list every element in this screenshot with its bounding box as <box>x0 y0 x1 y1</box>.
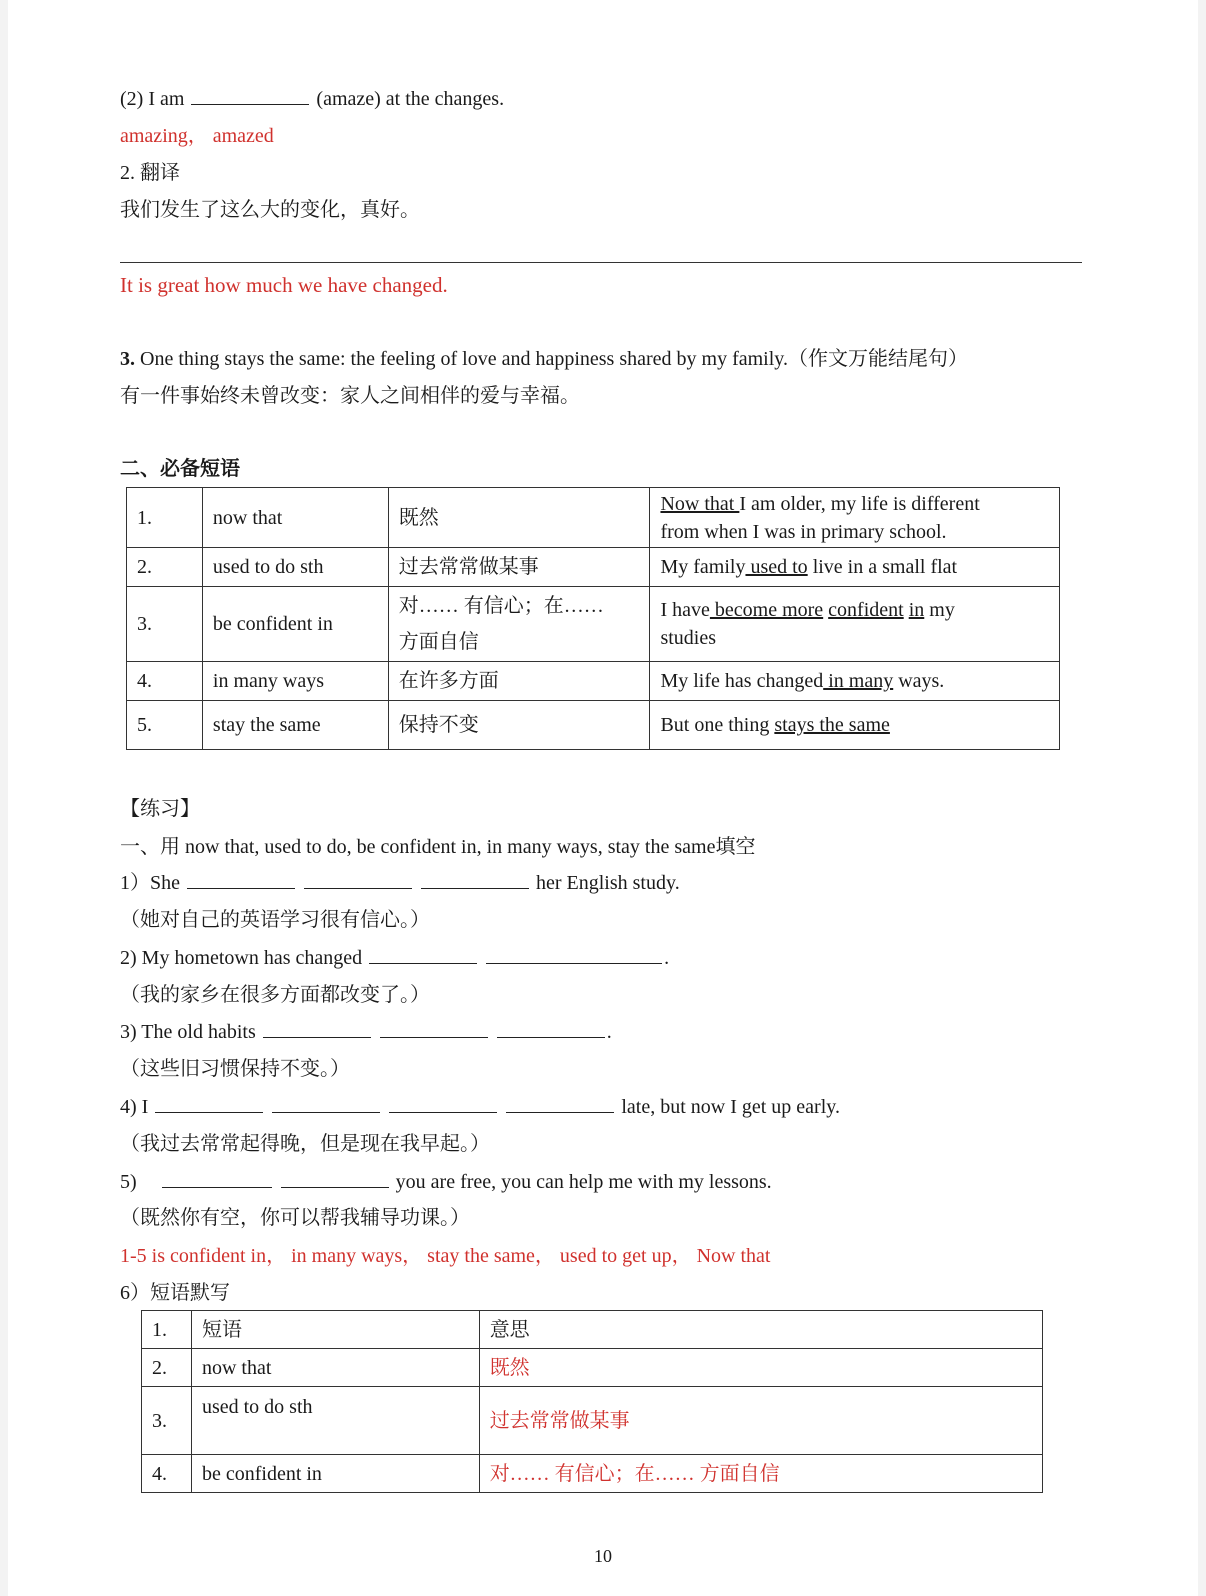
answer-blank <box>191 86 309 105</box>
example: Now that I am older, my life is different from when I was in primary school. <box>650 488 1060 548</box>
example: I have become more confident in my studies <box>650 587 1060 662</box>
exercise-q5: 5) you are free, you can help me with my lessons. <box>120 1171 772 1193</box>
answer-blank <box>421 870 529 889</box>
answer-blank <box>272 1094 380 1113</box>
answer-blank <box>281 1169 389 1188</box>
table-row <box>142 1387 1043 1455</box>
row-number: 5. <box>127 701 203 750</box>
phrase: 短语 <box>191 1311 479 1349</box>
answer-blank <box>263 1019 371 1038</box>
meaning-answer: 对…… 有信心；在…… 方面自信 <box>479 1455 1042 1493</box>
answer-blank <box>304 870 412 889</box>
item-3-number: 3. <box>120 348 135 370</box>
exercise-heading: 【练习】 <box>120 798 200 820</box>
question-2 <box>120 86 504 112</box>
translate-answer: It is great how much we have changed. <box>120 273 448 297</box>
table-row <box>127 548 1060 587</box>
example: My life has changed in many ways. <box>650 662 1060 701</box>
row-number: 3. <box>142 1387 192 1455</box>
row-number: 4. <box>142 1455 192 1493</box>
phrases-table <box>126 487 1060 750</box>
item-3 <box>120 346 968 372</box>
exercise-q3-chinese: （这些旧习惯保持不变。） <box>120 1058 350 1080</box>
answer-blank <box>389 1094 497 1113</box>
phrase: used to do sth <box>191 1387 479 1455</box>
translate-sentence: 我们发生了这么大的变化，真好。 <box>120 199 420 221</box>
meaning-answer: 既然 <box>479 1349 1042 1387</box>
answer-blank <box>497 1019 605 1038</box>
phrase: be confident in <box>191 1455 479 1493</box>
exercise-instruction: 一、用 now that, used to do, be confident in, in many ways, stay the same填空 <box>120 836 756 858</box>
phrase: now that <box>202 488 388 548</box>
exercise-q5-chinese: （既然你有空，你可以帮我辅导功课。） <box>120 1207 470 1229</box>
example: But one thing stays the same <box>650 701 1060 750</box>
answer-blank <box>380 1019 488 1038</box>
exercise-q4: 4) I late, but now I get up early. <box>120 1096 840 1118</box>
answer-blank <box>162 1169 272 1188</box>
translate-heading: 2. 翻译 <box>120 162 180 184</box>
exercise-q2-chinese: （我的家乡在很多方面都改变了。） <box>120 984 430 1006</box>
row-number: 1. <box>127 488 203 548</box>
meaning: 既然 <box>388 488 650 548</box>
exercise-q2: 2) My hometown has changed . <box>120 947 670 969</box>
page-number: 10 <box>594 1546 612 1566</box>
phrase: stay the same <box>202 701 388 750</box>
phrase: used to do sth <box>202 548 388 587</box>
exercise-q1-chinese: （她对自己的英语学习很有信心。） <box>120 909 430 931</box>
exercise-answers: 1-5 is confident in， in many ways， stay the same， used to get up， Now that <box>120 1245 771 1267</box>
phrase: now that <box>191 1349 479 1387</box>
table-row <box>127 662 1060 701</box>
table-row <box>142 1349 1043 1387</box>
meaning: 在许多方面 <box>388 662 650 701</box>
item-3-chinese: 有一件事始终未曾改变：家人之间相伴的爱与幸福。 <box>120 385 580 407</box>
q2-answer: amazing， amazed <box>120 125 274 147</box>
example: My family used to live in a small flat <box>650 548 1060 587</box>
meaning: 过去常常做某事 <box>388 548 650 587</box>
answer-blank <box>155 1094 263 1113</box>
meaning: 保持不变 <box>388 701 650 750</box>
table-row <box>127 701 1060 750</box>
q2-prefix: (2) I am <box>120 88 185 110</box>
row-number: 2. <box>127 548 203 587</box>
phrase: in many ways <box>202 662 388 701</box>
document-page <box>8 0 1198 1596</box>
row-number: 4. <box>127 662 203 701</box>
answer-blank <box>187 870 295 889</box>
row-number: 1. <box>142 1311 192 1349</box>
table-row <box>142 1311 1043 1349</box>
meaning-answer: 过去常常做某事 <box>479 1387 1042 1455</box>
item-3-english: One thing stays the same: the feeling of love and happiness shared by my family.（作文万能结尾句） <box>140 348 968 370</box>
exercise-q1: 1）She her English study. <box>120 872 680 894</box>
table-row <box>127 488 1060 548</box>
row-number: 2. <box>142 1349 192 1387</box>
answer-blank <box>369 945 477 964</box>
table-row <box>127 587 1060 662</box>
meaning: 对…… 有信心；在…… 方面自信 <box>388 587 650 662</box>
exercise-q6: 6）短语默写 <box>120 1282 230 1304</box>
answer-blank <box>506 1094 614 1113</box>
exercise-q3: 3) The old habits . <box>120 1021 612 1043</box>
answer-line <box>120 262 1082 263</box>
phrase: be confident in <box>202 587 388 662</box>
q2-suffix: (amaze) at the changes. <box>316 88 505 110</box>
table-row <box>142 1455 1043 1493</box>
exercise-q4-chinese: （我过去常常起得晚，但是现在我早起。） <box>120 1133 490 1155</box>
section-heading: 二、必备短语 <box>120 458 240 480</box>
meaning: 意思 <box>479 1311 1042 1349</box>
dictation-table <box>141 1310 1043 1493</box>
answer-blank <box>486 945 662 964</box>
row-number: 3. <box>127 587 203 662</box>
